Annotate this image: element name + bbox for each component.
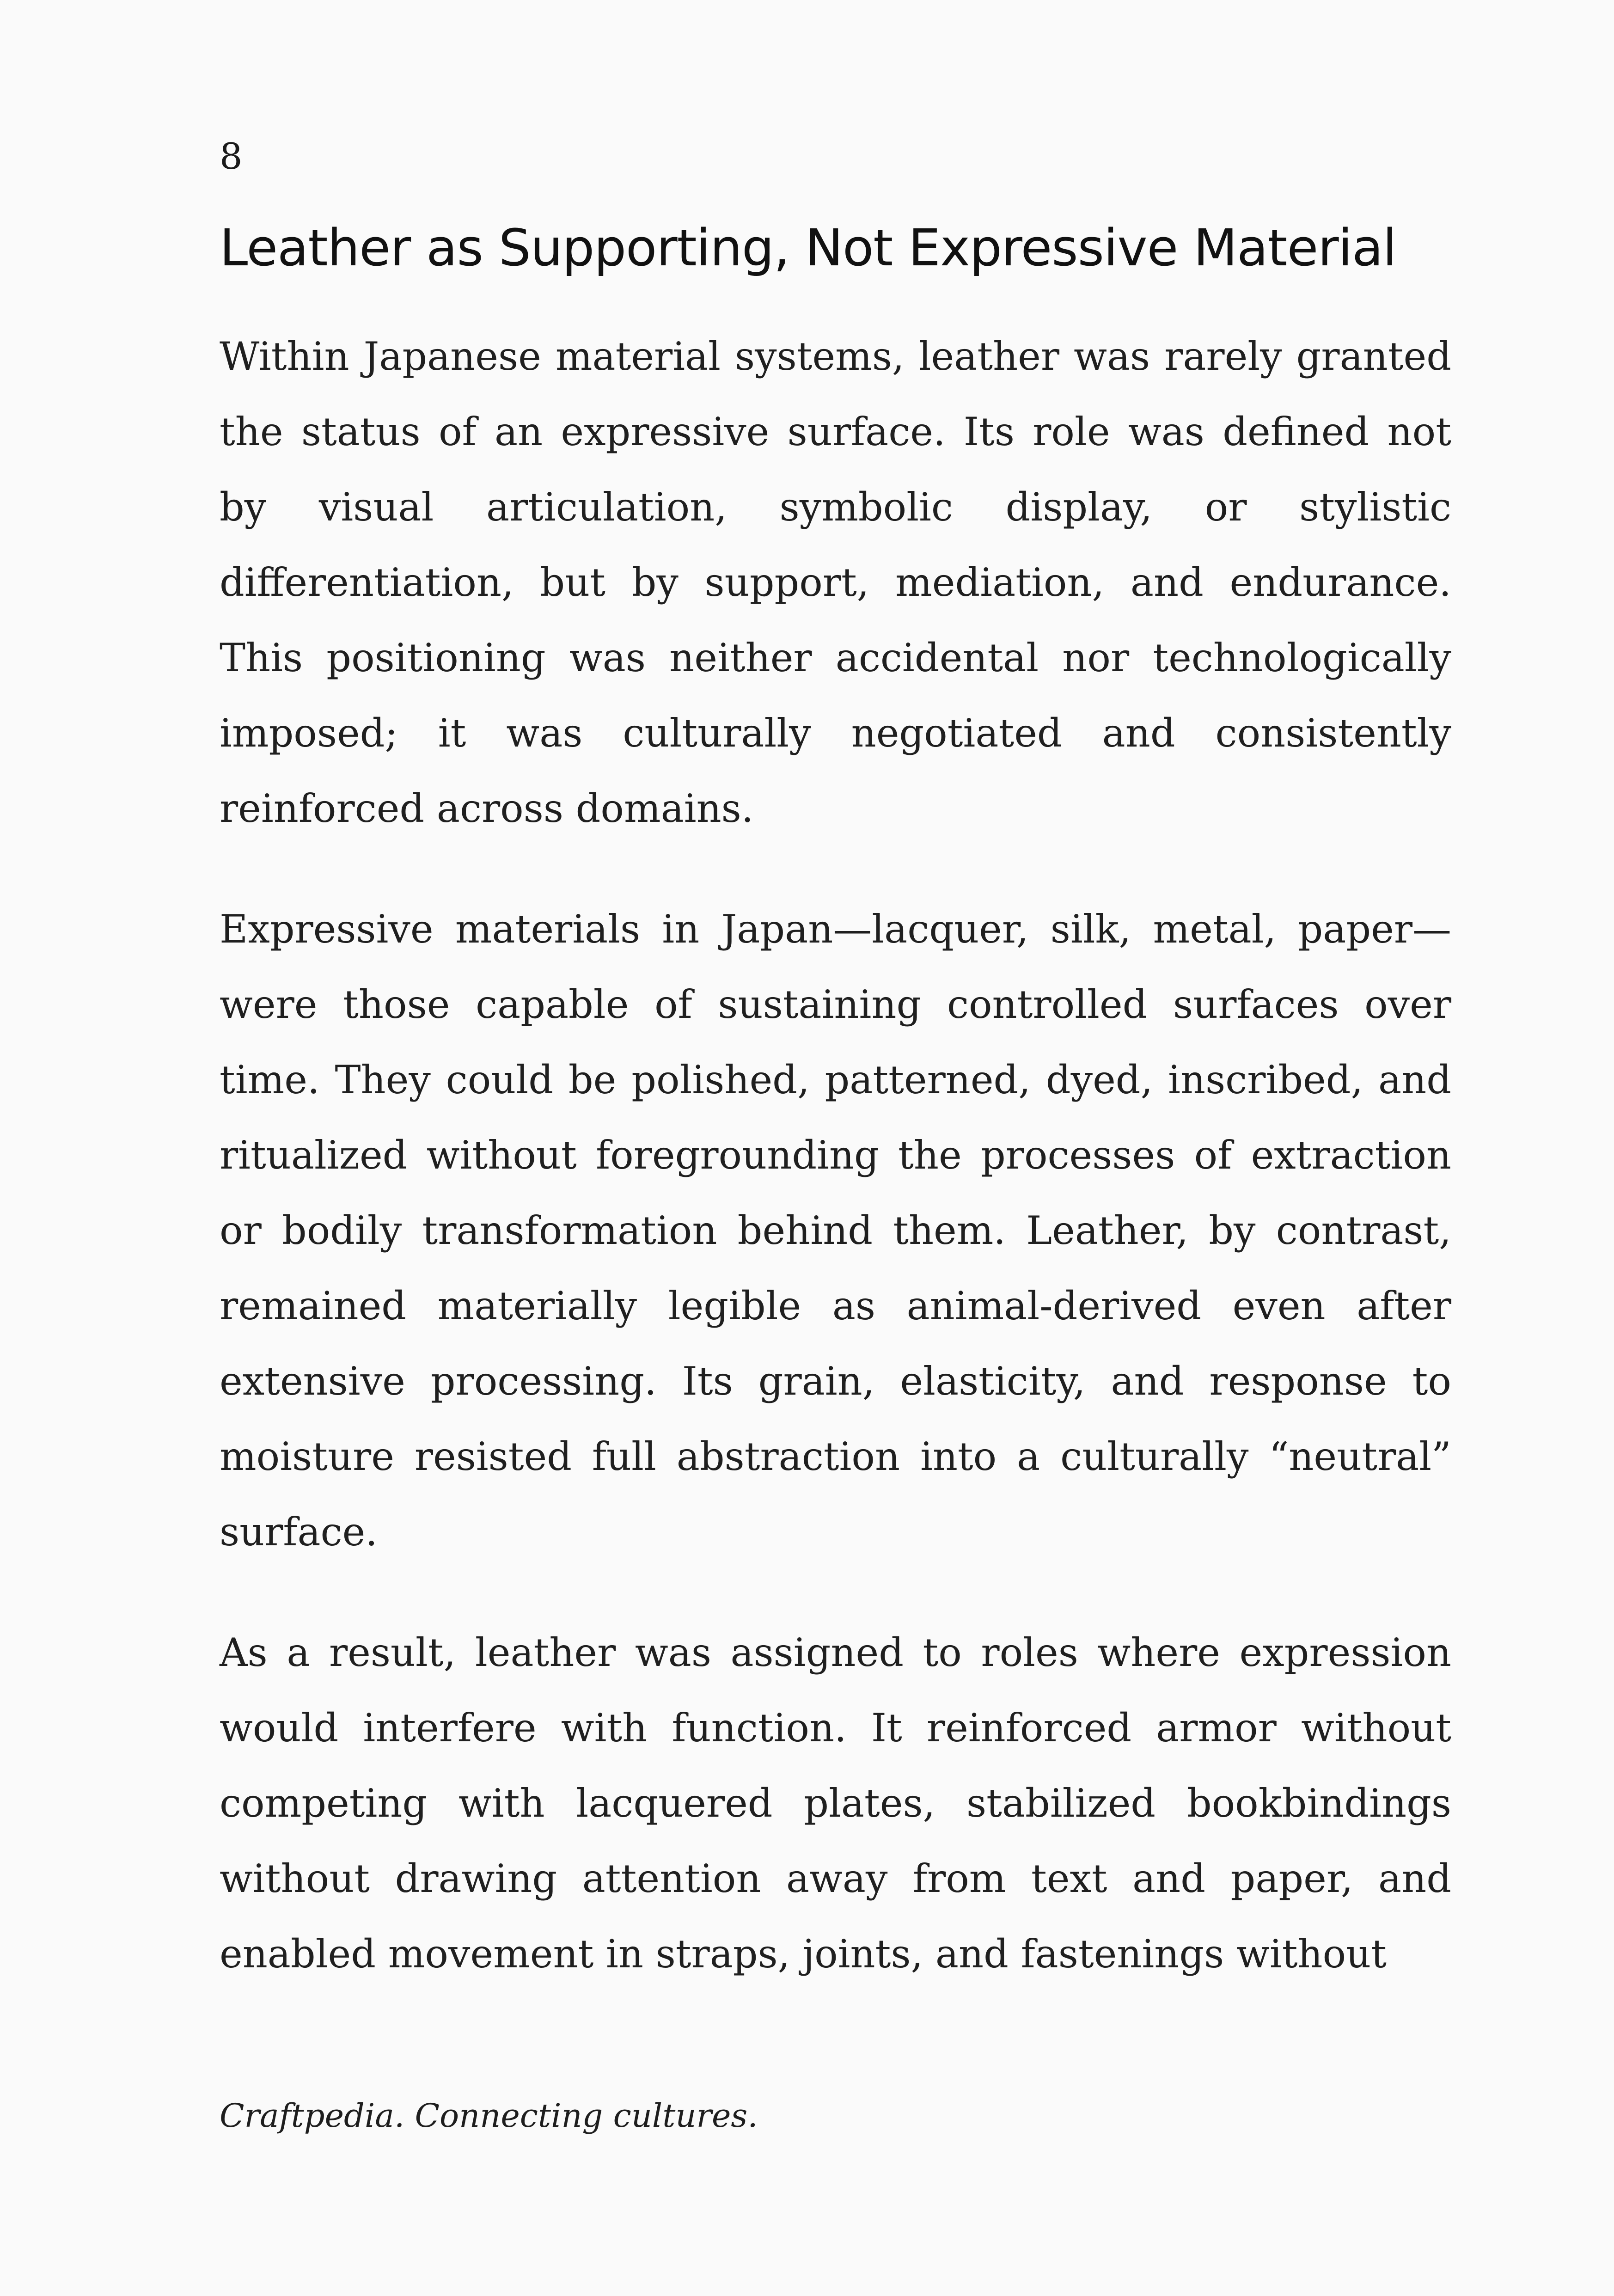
paragraph-3: As a result, leather was assigned to roles where expression would interfere with function. It reinforced armor without competing with lacquered plates, stabilized bookbindings without drawing attention away from text and paper, and enabled movement in straps, joints, and fastenings without	[220, 1630, 1451, 1977]
paragraph-2: Expressive materials in Japan—lacquer, silk, metal, paper—were those capable of sustaining controlled surfaces over time. They could be polished, patterned, dyed, inscribed, and ritualized without foregrounding the processes of extraction or bodily transformation behind them. Leather, by contrast, remained materially legible as animal-derived even after extensive processing. Its grain, elasticity, and response to moisture resisted full abstraction into a culturally “neutral” surface.	[220, 906, 1451, 1555]
body-text	[220, 319, 1451, 2037]
paragraph-1: Within Japanese material systems, leather was rarely granted the status of an expressive surface. Its role was defined not by visual articulation, symbolic display, or stylistic differentiation, but by support, mediation, and endurance. This positioning was neither accidental nor technologically imposed; it was culturally negotiated and consistently reinforced across domains.	[220, 334, 1451, 831]
page-number: 8	[220, 136, 243, 178]
page-footer: Craftpedia. Connecting cultures.	[220, 2097, 758, 2135]
section-heading: Leather as Supporting, Not Expressive Material	[220, 218, 1397, 277]
